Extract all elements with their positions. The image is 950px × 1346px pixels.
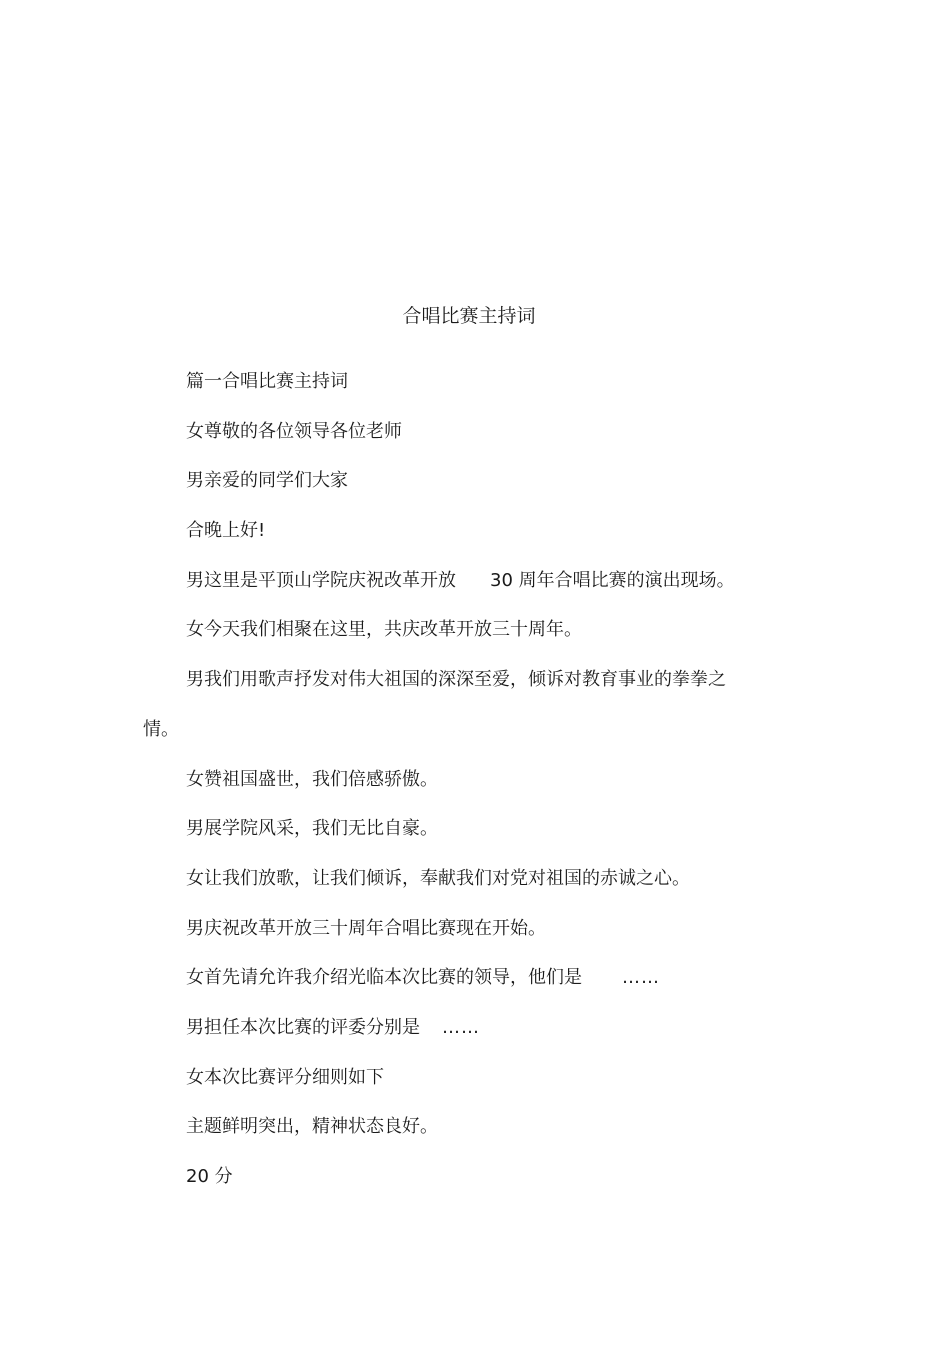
document-body [143, 370, 803, 1215]
paragraph-line: 男庆祝改革开放三十周年合唱比赛现在开始。 [186, 917, 546, 939]
paragraph-line [143, 1016, 803, 1040]
paragraph-line: 男我们用歌声抒发对伟大祖国的深深至爱，倾诉对教育事业的拳拳之 [186, 669, 726, 691]
document-title: 合唱比赛主持词 [402, 305, 536, 327]
paragraph-segment: 男这里是平顶山学院庆祝改革开放 [186, 569, 456, 591]
paragraph-line-continued: 情。 [143, 718, 179, 740]
paragraph-segment: 女首先请允许我介绍光临本次比赛的领导，他们是 [186, 967, 582, 989]
paragraph-line: 男展学院风采，我们无比自豪。 [186, 818, 438, 840]
paragraph-segment: 男担任本次比赛的评委分别是 [186, 1016, 420, 1038]
paragraph-line: 男亲爱的同学们大家 [186, 470, 348, 492]
paragraph-line: 女尊敬的各位领导各位老师 [186, 420, 402, 442]
paragraph-line [143, 966, 803, 990]
ellipsis-mark: …… [442, 1016, 480, 1038]
paragraph-line [143, 569, 803, 593]
ellipsis-mark: …… [622, 967, 660, 989]
paragraph-line: 女让我们放歌，让我们倾诉，奉献我们对党对祖国的赤诚之心。 [186, 867, 690, 889]
paragraph-line: 20 分 [186, 1166, 233, 1187]
paragraph-line: 合晚上好! [186, 520, 266, 542]
paragraph-line: 主题鲜明突出，精神状态良好。 [186, 1116, 438, 1138]
paragraph-line: 女今天我们相聚在这里，共庆改革开放三十周年。 [186, 619, 582, 641]
paragraph-line: 篇一合唱比赛主持词 [186, 371, 348, 392]
paragraph-line: 女赞祖国盛世，我们倍感骄傲。 [186, 768, 438, 790]
paragraph-segment: 30 周年合唱比赛的演出现场。 [490, 569, 735, 591]
paragraph-line: 女本次比赛评分细则如下 [186, 1066, 384, 1088]
